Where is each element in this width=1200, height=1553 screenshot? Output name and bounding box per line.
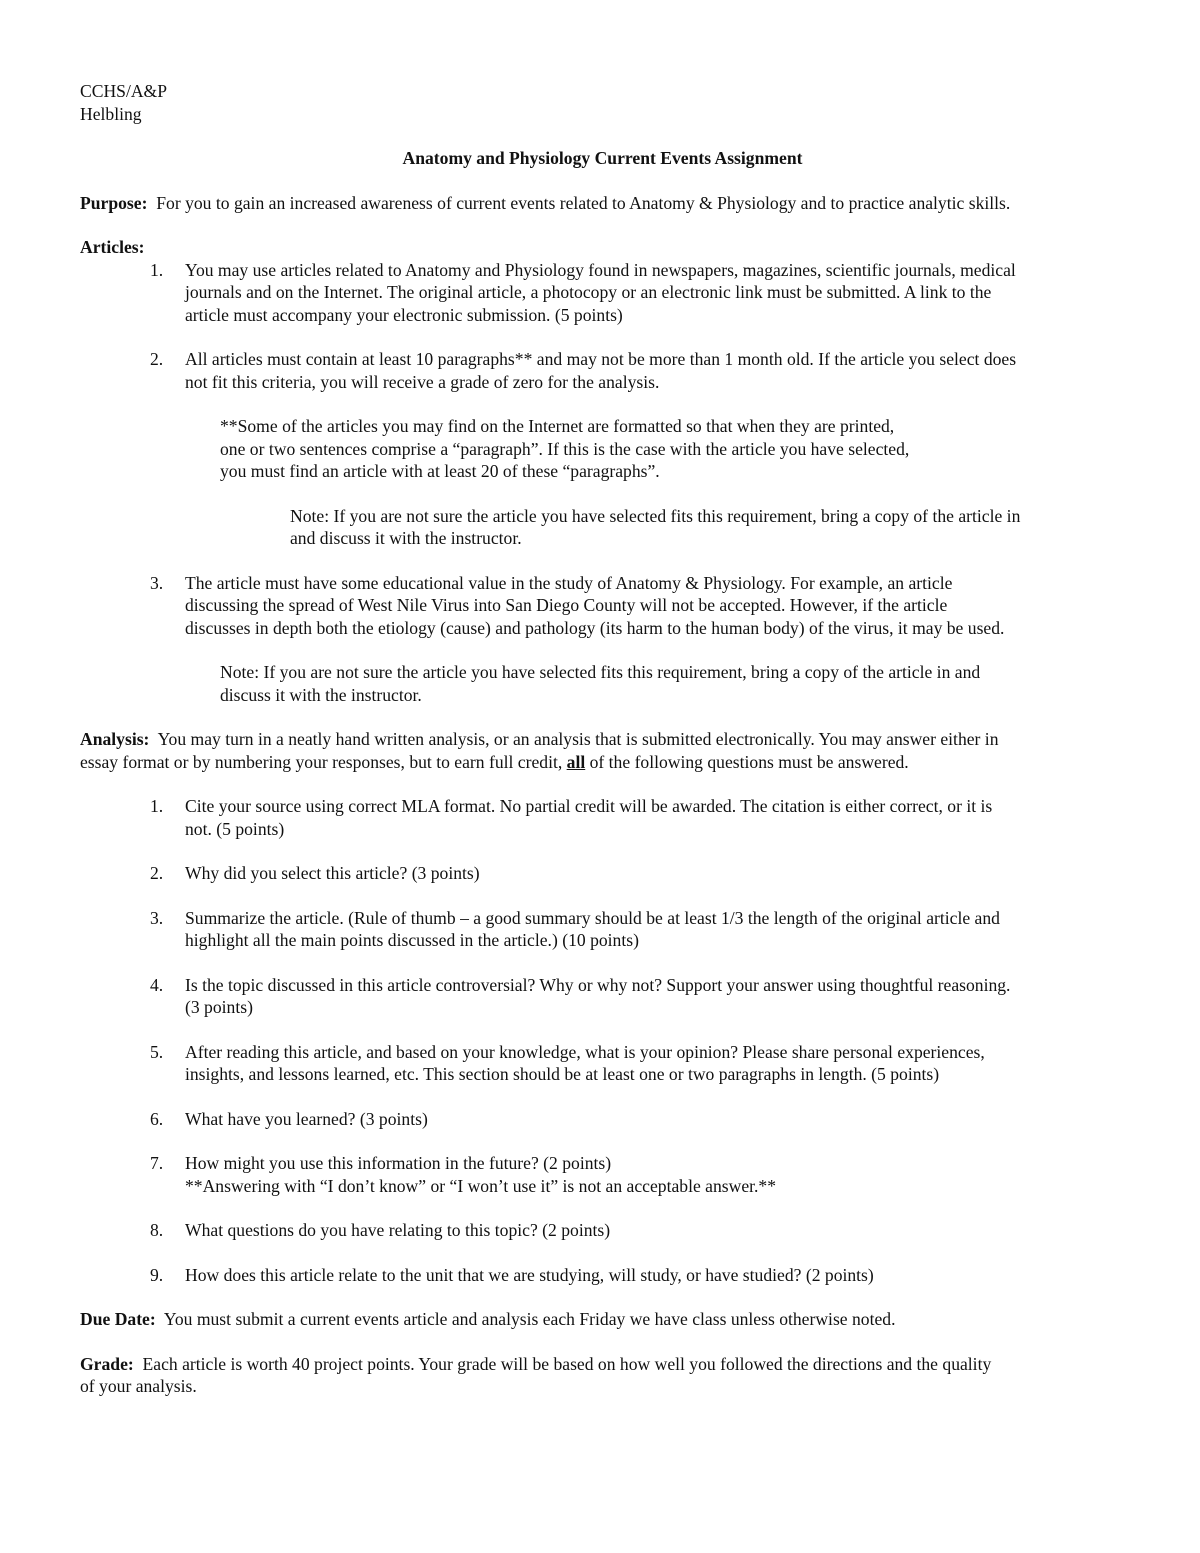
text-line: you must find an article with at least 20 of these “paragraphs”. — [220, 461, 660, 481]
emphasis-all: all — [566, 751, 586, 772]
grade-line-2: of your analysis. — [80, 1376, 197, 1396]
text-line: discuss it with the instructor. — [220, 684, 422, 705]
document-title: Anatomy and Physiology Current Events Assignment — [402, 148, 803, 168]
text-line: Why did you select this article? (3 points) — [185, 863, 480, 883]
document-page — [80, 80, 1125, 1398]
list-number: 1. — [150, 259, 164, 280]
question-4 — [80, 974, 1125, 1019]
text-line: Cite your source using correct MLA format. No partial credit will be awarded. The citation is either correct, or it is — [185, 796, 993, 816]
articles-label: Articles: — [80, 237, 145, 257]
text-line: one or two sentences comprise a “paragraph”. If this is the case with the article you have selected, — [220, 438, 910, 459]
grade-text: Each article is worth 40 project points. Your grade will be based on how well you followed the directions and the quality — [142, 1353, 992, 1374]
grade-line-1 — [80, 1353, 1125, 1376]
due-date-section — [80, 1308, 1125, 1331]
question-8 — [80, 1219, 1125, 1242]
text-line: **Some of the articles you may find on the Internet are formatted so that when they are printed, — [220, 416, 895, 436]
list-number: 4. — [150, 974, 164, 995]
note-educational-value — [220, 661, 1125, 706]
analysis-intro-line-1 — [80, 728, 1125, 751]
text-line: After reading this article, and based on your knowledge, what is your opinion? Please share personal experiences, — [185, 1041, 985, 1062]
article-rule-1 — [80, 259, 1125, 327]
list-number: 2. — [150, 863, 164, 883]
list-number: 8. — [150, 1220, 164, 1240]
text-line: journals and on the Internet. The original article, a photocopy or an electronic link must be submitted. A link to the — [185, 282, 992, 302]
text-line: You may use articles related to Anatomy and Physiology found in newspapers, magazines, scientific journals, medical — [185, 259, 1016, 280]
note-paragraphs — [290, 505, 1125, 550]
purpose-label: Purpose: — [80, 192, 148, 213]
due-date-text: You must submit a current events article and analysis each Friday we have class unless otherwise noted. — [163, 1309, 896, 1329]
question-2 — [80, 862, 1125, 885]
question-1 — [80, 795, 1125, 840]
paragraph-footnote — [220, 415, 1125, 483]
list-number: 2. — [150, 349, 164, 369]
list-number: 3. — [150, 907, 164, 928]
question-6 — [80, 1108, 1125, 1131]
header-teacher: Helbling — [80, 103, 142, 124]
question-9 — [80, 1264, 1125, 1287]
analysis-section — [80, 728, 1125, 1286]
question-7 — [80, 1152, 1125, 1197]
text-line: Summarize the article. (Rule of thumb – a good summary should be at least 1/3 the length of the original article and — [185, 907, 1000, 928]
text-line: insights, and lessons learned, etc. This section should be at least one or two paragraphs in length. (5 points) — [185, 1064, 940, 1084]
text-line: not. (5 points) — [185, 818, 285, 839]
purpose-text: For you to gain an increased awareness of current events related to Anatomy & Physiology and to practice analytic skills. — [156, 192, 1011, 213]
purpose-section — [80, 192, 1125, 215]
text-line: What have you learned? (3 points) — [185, 1108, 428, 1129]
text-line: Note: If you are not sure the article you have selected fits this requirement, bring a copy of the article in — [290, 505, 1021, 526]
analysis-intro-line-2 — [80, 751, 1125, 774]
analysis-intro-after: of the following questions must be answered. — [585, 751, 909, 772]
text-line: discussing the spread of West Nile Virus into San Diego County will not be accepted. However, if the article — [185, 595, 948, 615]
list-number: 7. — [150, 1153, 164, 1173]
text-line: The article must have some educational value in the study of Anatomy & Physiology. For example, an article — [185, 572, 953, 593]
list-number: 5. — [150, 1041, 164, 1062]
list-number: 1. — [150, 796, 164, 816]
text-line: highlight all the main points discussed in the article.) (10 points) — [185, 930, 639, 950]
analysis-intro-before: essay format or by numbering your responses, but to earn full credit, — [80, 751, 567, 772]
grade-label: Grade: — [80, 1353, 134, 1374]
header-school: CCHS/A&P — [80, 81, 168, 101]
text-line: article must accompany your electronic submission. (5 points) — [185, 304, 623, 325]
text-line: How might you use this information in the future? (2 points) — [185, 1153, 612, 1173]
due-date-label: Due Date: — [80, 1309, 156, 1329]
text-line: What questions do you have relating to this topic? (2 points) — [185, 1220, 611, 1240]
text-line: All articles must contain at least 10 paragraphs** and may not be more than 1 month old. If the article you select does — [185, 349, 1017, 369]
grade-section — [80, 1353, 1125, 1398]
articles-section — [80, 236, 1125, 706]
question-3 — [80, 907, 1125, 952]
list-number: 3. — [150, 572, 164, 593]
text-line: discusses in depth both the etiology (cause) and pathology (its harm to the human body) of the virus, it may be used. — [185, 617, 1005, 638]
text-line: and discuss it with the instructor. — [290, 528, 522, 548]
analysis-label: Analysis: — [80, 729, 150, 749]
list-number: 9. — [150, 1264, 164, 1285]
question-5 — [80, 1041, 1125, 1086]
text-line: How does this article relate to the unit that we are studying, will study, or have studied? (2 points) — [185, 1264, 874, 1285]
text-line: Note: If you are not sure the article you have selected fits this requirement, bring a copy of the article in and — [220, 662, 981, 682]
text-line: Is the topic discussed in this article controversial? Why or why not? Support your answer using thoughtful reasoning. — [185, 974, 1011, 995]
list-number: 6. — [150, 1108, 164, 1129]
text-line: **Answering with “I don’t know” or “I won’t use it” is not an acceptable answer.** — [185, 1175, 777, 1196]
text-line: (3 points) — [185, 997, 253, 1017]
analysis-intro-text: You may turn in a neatly hand written analysis, or an analysis that is submitted electronically. You may answer either in — [157, 729, 999, 749]
article-rule-3 — [80, 572, 1125, 640]
text-line: not fit this criteria, you will receive a grade of zero for the analysis. — [185, 371, 660, 392]
article-rule-2 — [80, 348, 1125, 393]
